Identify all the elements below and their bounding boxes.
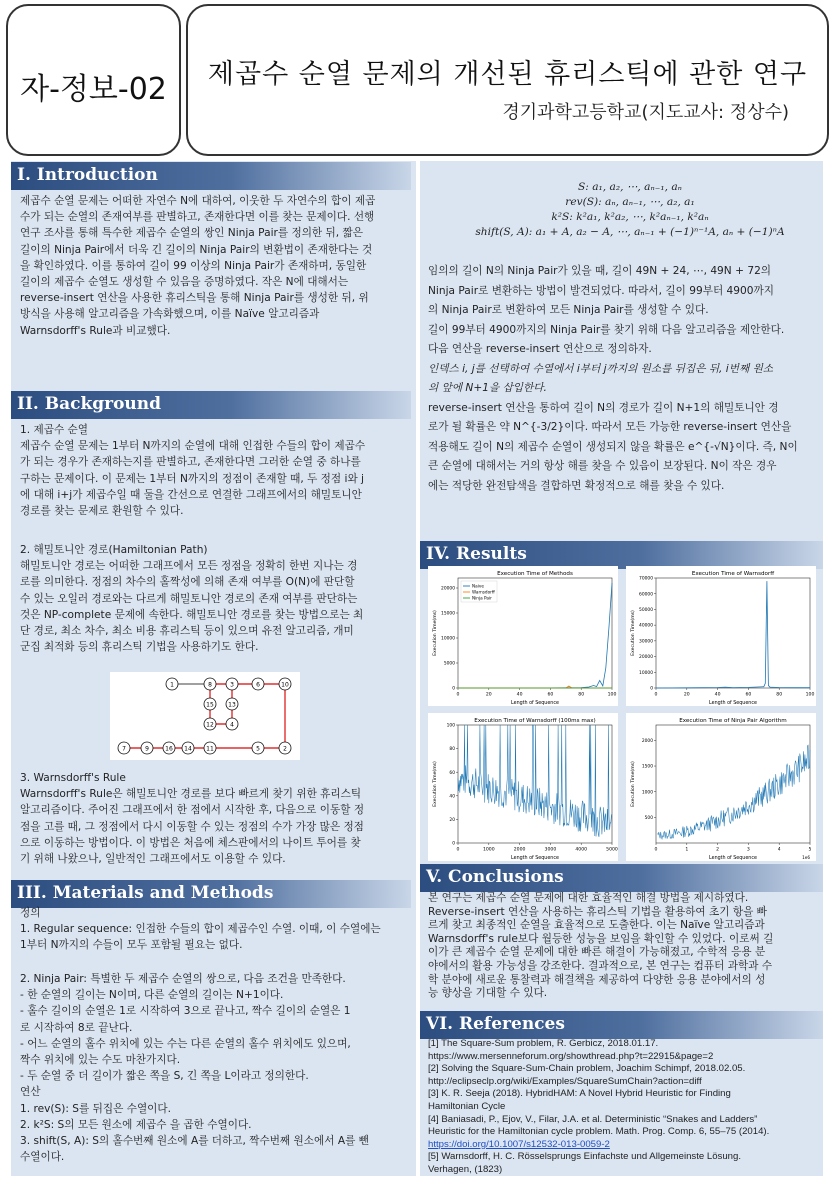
reference-line: Hamiltonian Cycle [428,1100,506,1112]
square-sum-graph-figure [110,672,300,760]
method-line: 임의의 길이 N의 Ninja Pair가 있을 때, 길이 49N + 24, ⋯, 49N + 72의 [428,265,772,277]
conclusions-text [428,892,820,1001]
bg-line: 구하는 문제이다. 이 문제는 1부터 N까지의 정점이 존재할 때, 두 정점 i와 j [20,472,364,485]
plot-area [656,578,810,688]
x-tick-label: 80 [578,692,585,698]
y-tick-label: 70000 [639,576,653,582]
y-tick-label: 50000 [639,608,653,614]
x-tick-label: 0 [654,692,658,698]
methods-line: - 홀수 길이의 순열은 1로 시작하여 3으로 끝나고, 짝수 길이의 순열은 1 [20,1005,351,1018]
intro-line: 길이의 Ninja Pair에서 더욱 긴 길이의 Ninja Pair의 변환법이 존재한다는 것 [20,243,373,256]
reference-doi-link[interactable]: https://doi.org/10.1007/s12532-013-0059-2 [428,1138,610,1150]
chart-ninja-pair [626,713,816,861]
intro-line: 제곱수 순열 문제는 어떠한 자연수 N에 대하여, 이웃한 두 자연수의 합이 제곱 [20,195,376,207]
x-axis-label: Length of Sequence [709,701,757,706]
graph-node-label: 13 [228,701,236,709]
conclusion-line: 르게 찾고 최종적인 순열을 효율적으로 도출한다. 이는 Naïve 알고리즘과 [428,919,765,932]
x-tick-label: 100 [607,692,617,698]
graph-node-label: 3 [230,681,234,689]
x-axis-label: Length of Sequence [511,701,559,706]
intro-line: Warnsdorff's Rule과 비교했다. [20,324,171,337]
intro-line: 길이의 제곱수 순열도 생성할 수 있음을 증명하였다. 작은 N에 대해서는 [20,276,349,289]
y-tick-label: 30000 [639,639,653,645]
methods-continued [428,262,818,496]
graph-node-label: 5 [256,745,260,753]
background-warnsdorff [20,770,410,867]
x-tick-label: 0 [654,847,658,853]
reference-line: http://eclipseclp.org/wiki/Examples/SquareSumChain?action=diff [428,1075,702,1087]
methods-line: 수열이다. [20,1151,65,1164]
method-line: 에는 적당한 완전탐색을 결합하면 확정적으로 해를 찾을 수 있다. [428,479,725,492]
y-tick-label: 40000 [639,623,653,629]
reference-line: [3] K. R. Seeja (2018). HybridHAM: A Novel Hybrid Heuristic for Finding [428,1088,731,1100]
methods-line: - 어느 순열의 홀수 위치에 있는 수는 다른 순열의 홀수 위치에도 있으며, [20,1037,351,1050]
x-tick-label: 2 [716,847,720,853]
y-tick-label: 60 [449,770,455,776]
section-heading-methods: III. Materials and Methods [11,880,411,908]
x-tick-label: 0 [456,692,460,698]
graph-node-label: 10 [281,681,289,689]
methods-line: 정의 [20,907,41,919]
x-axis-label: Length of Sequence [511,856,559,861]
x-scale-note: 1e6 [802,855,810,860]
method-line: 적용해도 길이 N의 제곱수 순열이 생성되지 않을 확률은 e^{-√N}이다. 즉, N이 [428,440,798,453]
legend-label: Warnsdorff [472,589,495,595]
x-tick-label: 60 [745,692,752,698]
conclusion-line: 본 연구는 제곱수 순열 문제에 대한 효율적인 해결 방법을 제시하였다. [428,892,749,904]
method-line: Ninja Pair로 변환하는 방법이 발견되었다. 따라서, 길이 99부터 4900까지 [428,284,774,297]
x-tick-label: 4000 [575,847,588,853]
graph-node-label: 11 [206,745,214,753]
method-line: reverse-insert 연산을 통하여 길이 N의 경로가 길이 N+1의 해밀토니안 경 [428,401,779,414]
methods-ninja-pair [20,971,410,1165]
chart-title: Execution Time of Warnsdorff (100ms max) [474,718,596,724]
y-tick-label: 80 [449,747,455,753]
intro-line: 연구 조사를 통해 특수한 제곱수 순열의 쌍인 Ninja Pair를 정의한 뒤, 짧은 [20,227,363,240]
methods-line: 로 시작하여 8로 끝난다. [20,1021,133,1034]
poster-code-box [6,4,181,156]
graph-node-label: 14 [184,745,192,753]
y-tick-label: 10000 [441,636,455,642]
background-hamiltonian-path [20,542,410,655]
y-tick-label: 15000 [441,611,455,617]
intro-line: 방식을 사용해 알고리즘을 가속화했으며, 이를 Naïve 알고리즘과 [20,308,320,321]
bg-line: 것은 NP-complete 문제에 속한다. 해밀토니안 경로를 찾는 방법으로는 최 [20,608,364,621]
conclusion-line: 능 향상을 기대할 수 있다. [428,987,548,1000]
x-tick-label: 0 [456,847,460,853]
bg-line: 기 위해 나왔으나, 일반적인 그래프에서도 이용할 수 있다. [20,853,286,866]
x-tick-label: 40 [516,692,523,698]
legend-label: Ninja Pair [472,595,492,601]
chart-warnsdorff-100ms-svg [428,713,618,861]
legend-label: Naive [472,583,484,589]
y-tick-label: 1500 [641,764,653,770]
methods-line: 짝수 위치에 있는 수도 마찬가지다. [20,1054,181,1067]
graph-node-label: 8 [208,681,212,689]
graph-node-label: 4 [230,721,234,729]
y-axis-label: Execution Time(ms) [433,761,438,807]
formula-line: k²S: k²a₁, k²a₂, ⋯, k²aₙ₋₁, k²aₙ [551,211,709,223]
chart-warnsdorff-svg [626,566,816,706]
method-line: 의 Ninja Pair로 변환하여 모든 Ninja Pair를 생성할 수 있다. [428,304,709,316]
y-tick-label: 0 [650,686,653,692]
graph-node-label: 1 [170,681,174,689]
x-axis-label: Length of Sequence [709,856,757,861]
formula-line: S: a₁, a₂, ⋯, aₙ₋₁, aₙ [578,181,682,193]
x-tick-label: 5000 [606,847,618,853]
bg-line: 로를 의미한다. 정점의 차수의 홀짝성에 의해 존재 여부를 O(N)에 판단할 [20,576,355,589]
bg-line: 제곱수 순열 문제는 1부터 N까지의 순열에 대해 인접한 수들의 합이 제곱수 [20,440,366,453]
bg-line: 수 있는 오일러 경로와는 다르게 해밀토니안 경로의 존재 여부를 판단하는 [20,592,358,605]
x-tick-label: 100 [805,692,815,698]
bg-line: 3. Warnsdorff's Rule [20,772,126,784]
bg-line: 알고리즘이다. 주어진 그래프에서 한 점에서 시작한 후, 다음으로 이동할 정 [20,804,365,817]
graph-node-label: 15 [206,701,214,709]
methods-line: 2. Ninja Pair: 특별한 두 제곱수 순열의 쌍으로, 다음 조건을 만족한다. [20,973,346,985]
methods-line: 1. Regular sequence: 인접한 수들의 합이 제곱수인 수열. 이때, 이 수열에는 [20,923,381,936]
y-axis-label: Execution Time(ms) [631,610,636,656]
background-square-permutation [20,422,410,519]
poster-affiliation: 경기과학고등학교(지도교사: 정상수) [502,102,789,123]
bg-line: 군집 최적화 등의 휴리스틱 기법을 사용하기도 한다. [20,641,259,654]
conclusion-line: 학 분야에 새로운 통찰력과 해결책을 제공하여 다양한 응용 분야에서의 성 [428,973,766,986]
x-tick-label: 60 [547,692,554,698]
y-tick-label: 1000 [641,790,653,796]
y-tick-label: 20000 [441,586,455,592]
method-line: 큰 순열에 대해서는 거의 항상 해를 찾을 수 있음이 보장된다. N이 작은 경우 [428,460,777,472]
graph-node-label: 12 [206,721,214,729]
bg-line: 해밀토니안 경로는 어떠한 그래프에서 모든 정점을 정확히 한번 지나는 경 [20,560,358,573]
references-list [428,1038,823,1177]
reference-line: [1] The Square-Sum problem, R. Gerbicz, 2018.01.17. [428,1038,659,1049]
graph-node-label: 16 [165,745,173,753]
title-box [186,4,829,156]
methods-line: 3. shift(S, A): S의 홀수번째 원소에 A를 더하고, 짝수번째 원소에서 A를 뺀 [20,1135,369,1148]
bg-line: 경로를 찾는 문제로 환원할 수 있다. [20,505,184,518]
y-tick-label: 20 [449,818,455,823]
square-sum-graph [110,672,300,760]
x-tick-label: 40 [714,692,721,698]
x-tick-label: 20 [485,692,492,698]
bg-line: 1. 제곱수 순열 [20,424,89,436]
operation-formulas [440,180,820,240]
bg-line: 점을 고를 때, 그 정점에서 다시 이동할 수 있는 정점의 수가 가장 많은 정점 [20,820,364,833]
section-heading-results: IV. Results [420,541,823,569]
y-tick-label: 20000 [639,655,653,661]
y-tick-label: 10000 [639,670,653,676]
x-tick-label: 3000 [544,847,557,853]
y-tick-label: 60000 [639,592,653,598]
methods-line: - 한 순열의 길이는 N이며, 다른 순열의 길이는 N+1이다. [20,989,284,1002]
section-heading-background: II. Background [11,391,411,419]
formula-line: rev(S): aₙ, aₙ₋₁, ⋯, a₂, a₁ [565,196,695,208]
chart-title: Execution Time of Ninja Pair Algorithm [679,718,787,724]
reference-line: https://www.mersenneforum.org/showthread.php?t=22915&page=2 [428,1050,714,1062]
x-tick-label: 1000 [482,847,495,853]
x-tick-label: 4 [777,847,781,853]
chart-methods-svg [428,566,618,706]
x-tick-label: 1 [685,847,689,853]
section-heading-conclusions: V. Conclusions [420,864,823,892]
poster-title: 제곱수 순열 문제의 개선된 휴리스틱에 관한 연구 [207,59,808,90]
bg-line: 가 되는 경우가 존재하는지를 판별하고, 존재한다면 그러한 순열 중 하나를 [20,456,361,469]
reference-line: Heuristic for the Hamiltonian cycle problem. Math. Prog. Comp. 6, 55–75 (2014). [428,1126,770,1138]
section-heading-introduction: I. Introduction [11,162,411,190]
chart-warnsdorff-100ms [428,713,618,861]
method-line: 다음 연산을 reverse-insert 연산으로 정의하자. [428,343,652,355]
section-heading-references: VI. References [420,1011,823,1039]
x-tick-label: 2000 [513,847,526,853]
chart-ninja-pair-svg [626,713,816,861]
conclusion-line: Warnsdorff's rule보다 월등한 성능을 보임을 확인할 수 있었다. 이로써 길 [428,932,774,945]
graph-node-label: 9 [145,745,149,753]
x-tick-label: 80 [776,692,783,698]
y-axis-label: Execution Time(ms) [631,761,636,807]
conclusion-line: Reverse-insert 연산을 사용하는 휴리스틱 기법을 활용하여 초기 항을 빠 [428,905,767,918]
method-italic-line: 인덱스 i, j를 선택하여 수열에서 i부터 j까지의 원소를 뒤집은 뒤, i번째 원소 [428,362,774,375]
methods-line: 1. rev(S): S를 뒤집은 수열이다. [20,1102,172,1115]
bg-line: 으로 이동하는 방법이다. 이 방법은 처음에 체스판에서의 나이트 투어를 찾 [20,836,361,849]
graph-node-label: 2 [283,745,287,753]
conclusion-line: 야에서의 활용 가능성을 강조한다. 결과적으로, 본 연구는 컴퓨터 과학과 수 [428,959,773,972]
chart-title: Execution Time of Warnsdorff [691,571,775,577]
y-tick-label: 2000 [641,738,653,744]
x-tick-label: 20 [683,692,690,698]
methods-line: 2. k²S: S의 모든 원소에 제곱수 을 곱한 수열이다. [20,1118,252,1131]
methods-line: 연산 [20,1086,41,1099]
graph-node-label: 7 [122,745,126,753]
bg-line: Warnsdorff's Rule은 해밀토니안 경로를 보다 빠르게 찾기 위한 휴리스틱 [20,788,362,801]
graph-node-label: 6 [256,681,260,689]
y-tick-label: 0 [452,686,455,692]
y-tick-label: 0 [452,841,455,847]
y-tick-label: 100 [446,723,455,729]
intro-line: 을 확인하였다. 이를 통하여 길이 99 이상의 Ninja Pair가 존재하며, 동일한 [20,259,367,272]
x-tick-label: 5 [808,847,812,853]
chart-legend [461,581,497,602]
method-line: 로가 될 확률은 약 N^{-3/2}이다. 따라서 모든 가능한 reverse-insert 연산을 [428,421,792,433]
method-italic-line: 의 앞에 N+1을 삽입한다. [428,382,547,394]
y-tick-label: 500 [644,815,653,821]
methods-line: 1부터 N까지의 수들이 모두 포함될 필요는 없다. [20,939,243,952]
poster-code: 자-정보-02 [20,72,167,107]
y-tick-label: 5000 [443,661,455,667]
bg-line: 에 대해 i+j가 제곱수일 때 둘을 간선으로 연결한 그래프에서의 해밀토니안 [20,488,362,501]
chart-warnsdorff [626,566,816,706]
chart-title: Execution Time of Methods [497,571,573,577]
intro-line: reverse-insert 연산을 사용한 휴리스틱을 통해 Ninja Pair를 생성한 뒤, 위 [20,292,369,305]
chart-methods [428,566,618,706]
reference-line: [4] Baniasadi, P., Ejov, V., Filar, J.A. et al. Deterministic “Snakes and Ladders” [428,1113,758,1125]
plot-area [656,725,810,843]
y-tick-label: 40 [449,794,455,800]
y-axis-label: Execution Time(ms) [433,610,438,656]
method-line: 길이 99부터 4900까지의 Ninja Pair를 찾기 위해 다음 알고리즘을 제안한다. [428,323,785,336]
x-tick-label: 3 [746,847,750,853]
conclusion-line: 이가 큰 제곱수 순열 문제에 대한 빠른 해결이 가능해졌고, 수학적 응용 분 [428,946,766,959]
methods-line: - 두 순열 중 더 길이가 짧은 쪽을 S, 긴 쪽을 L이라고 정의한다. [20,1070,309,1083]
formula-line: shift(S, A): a₁ + A, a₂ − A, ⋯, aₙ₋₁ + (−1)ⁿ⁻¹A, aₙ + (−1)ⁿA [475,226,785,238]
methods-definitions [20,905,410,954]
reference-line: [2] Solving the Square-Sum-Chain problem, Joachim Schimpf, 2018.02.05. [428,1063,746,1075]
bg-line: 2. 해밀토니안 경로(Hamiltonian Path) [20,544,208,556]
reference-line: [5] Warnsdorff, H. C. Rösselsprungs Einfachste und Allgemeinste Lösung. [428,1151,742,1163]
bg-line: 단 경로, 최소 차수, 최소 비용 휴리스틱 등이 있으며 유전 알고리즘, 개미 [20,625,354,638]
intro-line: 수가 되는 순열의 존재여부를 판별하고, 존재한다면 이를 찾는 문제이다. 선행 [20,211,375,224]
introduction-text [20,193,410,339]
reference-line: Verhagen, (1823) [428,1163,503,1175]
